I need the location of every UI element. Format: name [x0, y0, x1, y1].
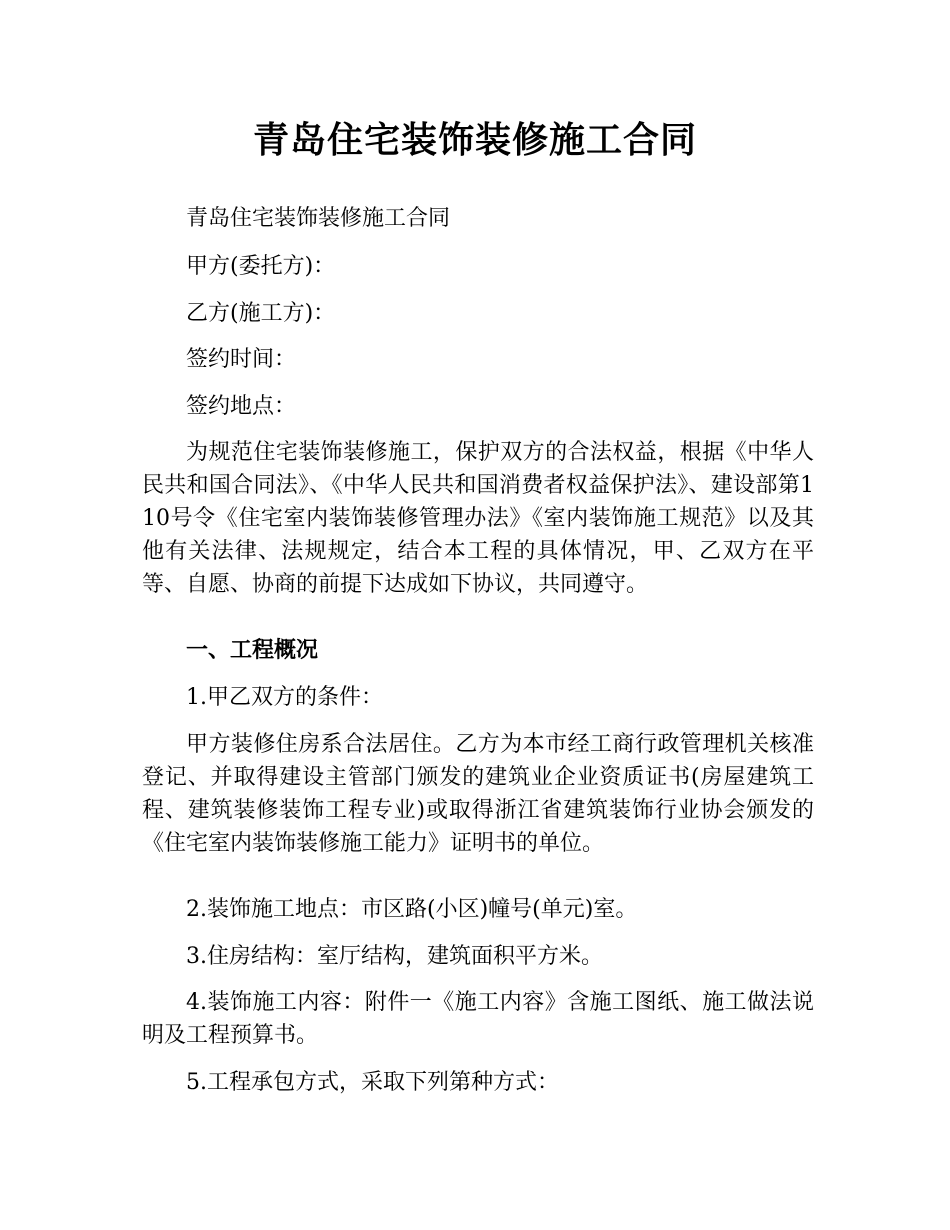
document-title: 青岛住宅装饰装修施工合同 — [252, 120, 697, 161]
clause-3: 3.住房结构：室厅结构，建筑面积平方米。 — [186, 944, 603, 969]
section-heading: 一、工程概况 — [186, 638, 319, 663]
party-a-line: 甲方(委托方)： — [186, 254, 336, 279]
preamble-paragraph: 为规范住宅装饰装修施工，保护双方的合法权益，根据《中华人民共和国合同法》、《中华人民共和国消费者权益保护法》、建设部第110号令《住宅室内装饰装修管理办法》《室内装饰施工规范》以及其他有关法律、法规规定，结合本工程的具体情况，甲、乙双方在平等、自愿、协商的前提下达成如下协议，共同遵守。 — [142, 440, 814, 597]
signing-time-line: 签约时间： — [186, 347, 297, 372]
signing-place-line: 签约地点： — [186, 394, 297, 419]
party-b-line: 乙方(施工方)： — [186, 301, 336, 326]
clause-1-heading: 1.甲乙双方的条件： — [186, 685, 383, 710]
clause-2: 2.装饰施工地点：市区路(小区)幢号(单元)室。 — [186, 897, 638, 922]
clause-4: 4.装饰施工内容：附件一《施工内容》含施工图纸、施工做法说明及工程预算书。 — [142, 990, 814, 1048]
clause-1-body: 甲方装修住房系合法居住。乙方为本市经工商行政管理机关核准登记、并取得建设主管部门颁发的建筑业企业资质证书(房屋建筑工程、建筑装修装饰工程专业)或取得浙江省建筑装饰行业协会颁发的《住宅室内装饰装修施工能力》证明书的单位。 — [142, 732, 814, 856]
clause-5: 5.工程承包方式，采取下列第种方式： — [186, 1070, 559, 1095]
subtitle-paragraph: 青岛住宅装饰装修施工合同 — [186, 206, 451, 231]
